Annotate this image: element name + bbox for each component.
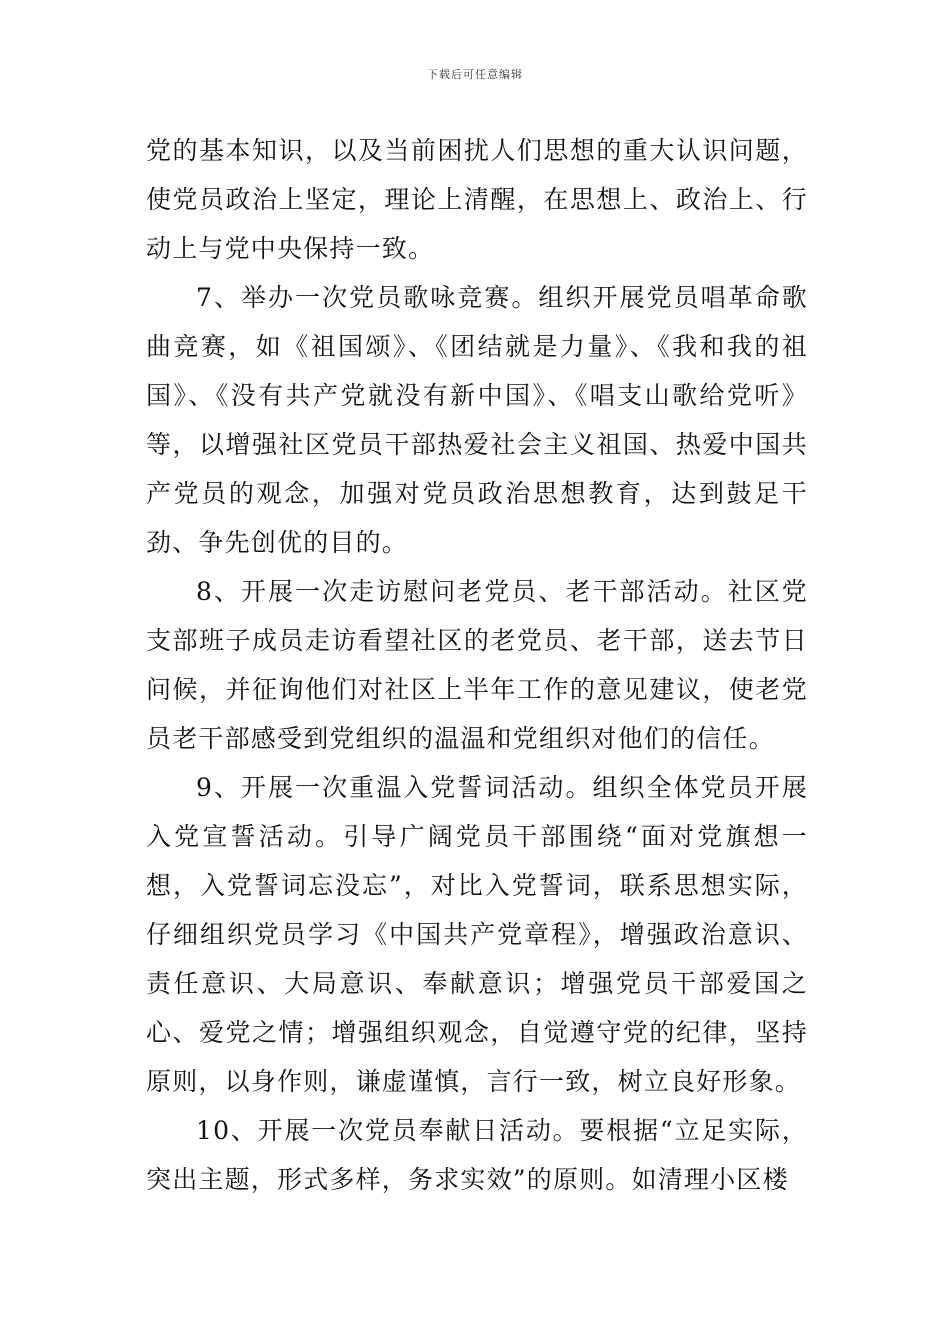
paragraph-item-10: 10、开展一次党员奉献日活动。要根据“立足实际，突出主题，形式多样，务求实效”的原则。如清理小区楼	[146, 1116, 808, 1194]
page-header-note: 下载后可任意编辑	[427, 68, 523, 81]
document-body	[146, 126, 808, 1204]
paragraph-item-9: 9、开展一次重温入党誓词活动。组织全体党员开展入党宣誓活动。引导广阔党员干部围绕“面对党旗想一想，入党誓词忘没忘”，对比入党誓词，联系思想实际，仔细组织党员学习《中国共产党章程》，增强政治意识、责任意识、大局意识、奉献意识；增强党员干部爱国之心、爱党之情；增强组织观念，自觉遵守党的纪律，坚持原则，以身作则，谦虚谨慎，言行一致，树立良好形象。	[146, 773, 808, 1096]
paragraph-item-7: 7、举办一次党员歌咏竞赛。组织开展党员唱革命歌曲竞赛，如《祖国颂》、《团结就是力量》、《我和我的祖国》、《没有共产党就没有新中国》、《唱支山歌给党听》等，以增强社区党员干部热爱社会主义祖国、热爱中国共产党员的观念，加强对党员政治思想教育，达到鼓足干劲、争先创优的目的。	[146, 283, 808, 557]
paragraph-item-8: 8、开展一次走访慰问老党员、老干部活动。社区党支部班子成员走访看望社区的老党员、老干部，送去节日问候，并征询他们对社区上半年工作的意见建议，使老党员老干部感受到党组织的温温和党组织对他们的信任。	[146, 577, 808, 753]
paragraph-continuation: 党的基本知识，以及当前困扰人们思想的重大认识问题，使党员政治上坚定，理论上清醒，在思想上、政治上、行动上与党中央保持一致。	[146, 136, 808, 263]
